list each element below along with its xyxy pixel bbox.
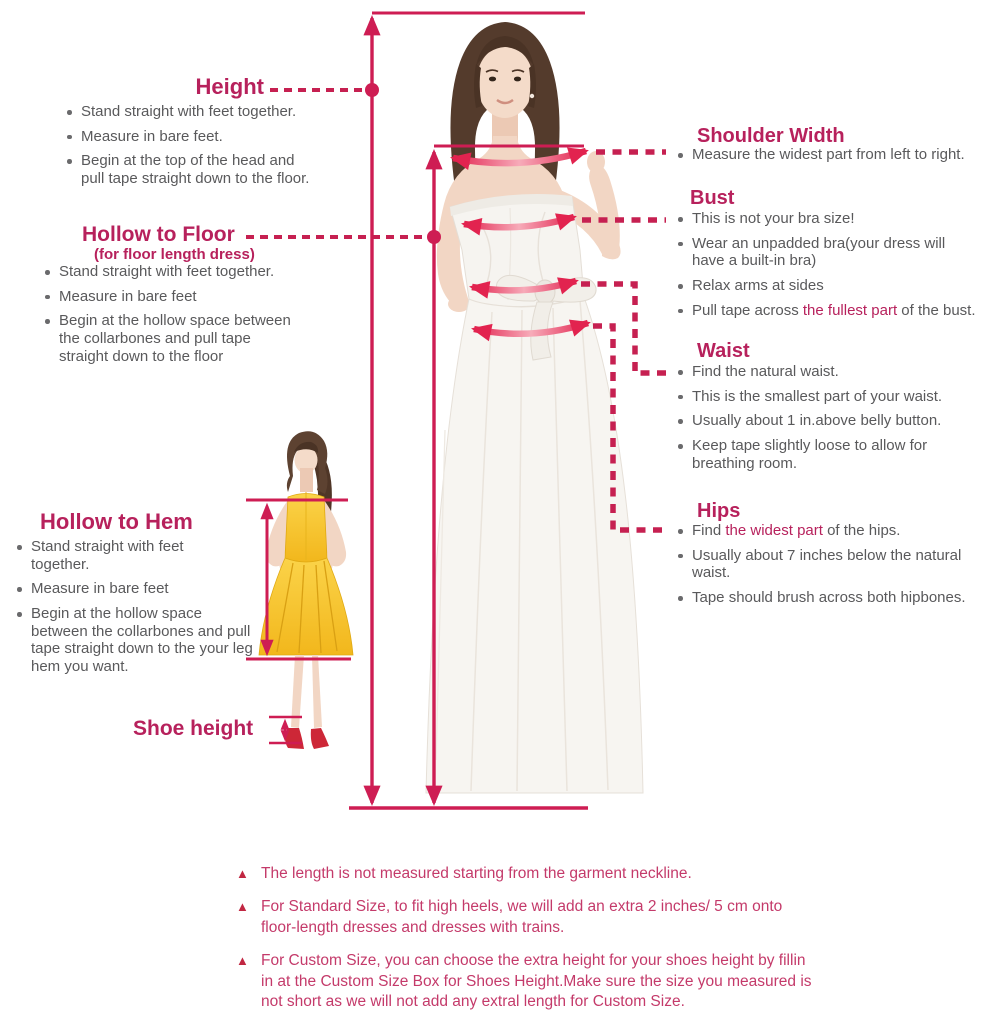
hollow-to-floor-connector-dot: [427, 230, 441, 244]
list-item: Usually about 7 inches below the natural waist.: [673, 547, 1000, 582]
list-item: Usually about 1 in.above belly button.: [673, 412, 993, 430]
hips-instructions: [673, 522, 1000, 614]
shoulder-width-instructions: [673, 146, 993, 171]
height-connector-dot: [365, 83, 379, 97]
list-item: Measure the widest part from left to right.: [673, 146, 993, 164]
footnote-item: ▲ For Standard Size, to fit high heels, we will add an extra 2 inches/ 5 cm onto floor-length dresses and dresses with trains.: [236, 897, 856, 938]
list-item: Begin at the hollow space between the collarbones and pull tape straight down to the your leg hem you want.: [12, 605, 272, 676]
small-model-illustration: [259, 431, 353, 749]
footnotes: [236, 864, 856, 1024]
hips-title: Hips: [697, 500, 741, 522]
list-item: This is the smallest part of your waist.: [673, 388, 993, 406]
list-item: Stand straight with feet together.: [40, 263, 330, 281]
footnote-item: ▲ The length is not measured starting from the garment neckline.: [236, 864, 856, 884]
shoe-height-title: Shoe height: [133, 717, 254, 740]
list-item: Wear an unpadded bra(your dress will have a built-in bra): [673, 235, 993, 270]
bust-instructions: [673, 210, 993, 326]
list-item: Begin at the hollow space between the collarbones and pull tape straight down to the floor: [40, 312, 330, 365]
height-title: Height: [195, 74, 264, 99]
list-item: Stand straight with feet together.: [62, 103, 342, 121]
hollow-to-floor-title: Hollow to Floor: [82, 223, 235, 246]
list-item: Relax arms at sides: [673, 277, 993, 295]
height-instructions: [62, 103, 342, 195]
list-item: Begin at the top of the head and pull tape straight down to the floor.: [62, 152, 342, 187]
list-item: Stand straight with feet together.: [12, 538, 272, 573]
list-item: This is not your bra size!: [673, 210, 993, 228]
hollow-to-hem-title: Hollow to Hem: [40, 509, 193, 534]
list-item: Measure in bare feet: [12, 580, 272, 598]
list-item: Keep tape slightly loose to allow for breathing room.: [673, 437, 993, 472]
footnote-item: ▲ For Custom Size, you can choose the extra height for your shoes height by fillin in at the Custom Size Box for Shoes Height.Make sure the size you measured is not short as we will not add any extral length for Custom Size.: [236, 951, 856, 1012]
hollow-to-hem-instructions: [12, 538, 272, 683]
waist-instructions: [673, 363, 993, 479]
hollow-to-floor-subtitle: (for floor length dress): [94, 246, 255, 263]
waist-title: Waist: [697, 340, 750, 362]
list-item: Find the widest part of the hips.: [673, 522, 1000, 540]
list-item: Find the natural waist.: [673, 363, 993, 381]
shoulder-width-title: Shoulder Width: [697, 125, 845, 147]
list-item: Pull tape across the fullest part of the bust.: [673, 302, 993, 320]
list-item: Measure in bare feet.: [62, 128, 342, 146]
list-item: Measure in bare feet: [40, 288, 330, 306]
list-item: Tape should brush across both hipbones.: [673, 589, 1000, 607]
hollow-to-floor-instructions: [40, 263, 330, 372]
bust-title: Bust: [690, 187, 735, 209]
